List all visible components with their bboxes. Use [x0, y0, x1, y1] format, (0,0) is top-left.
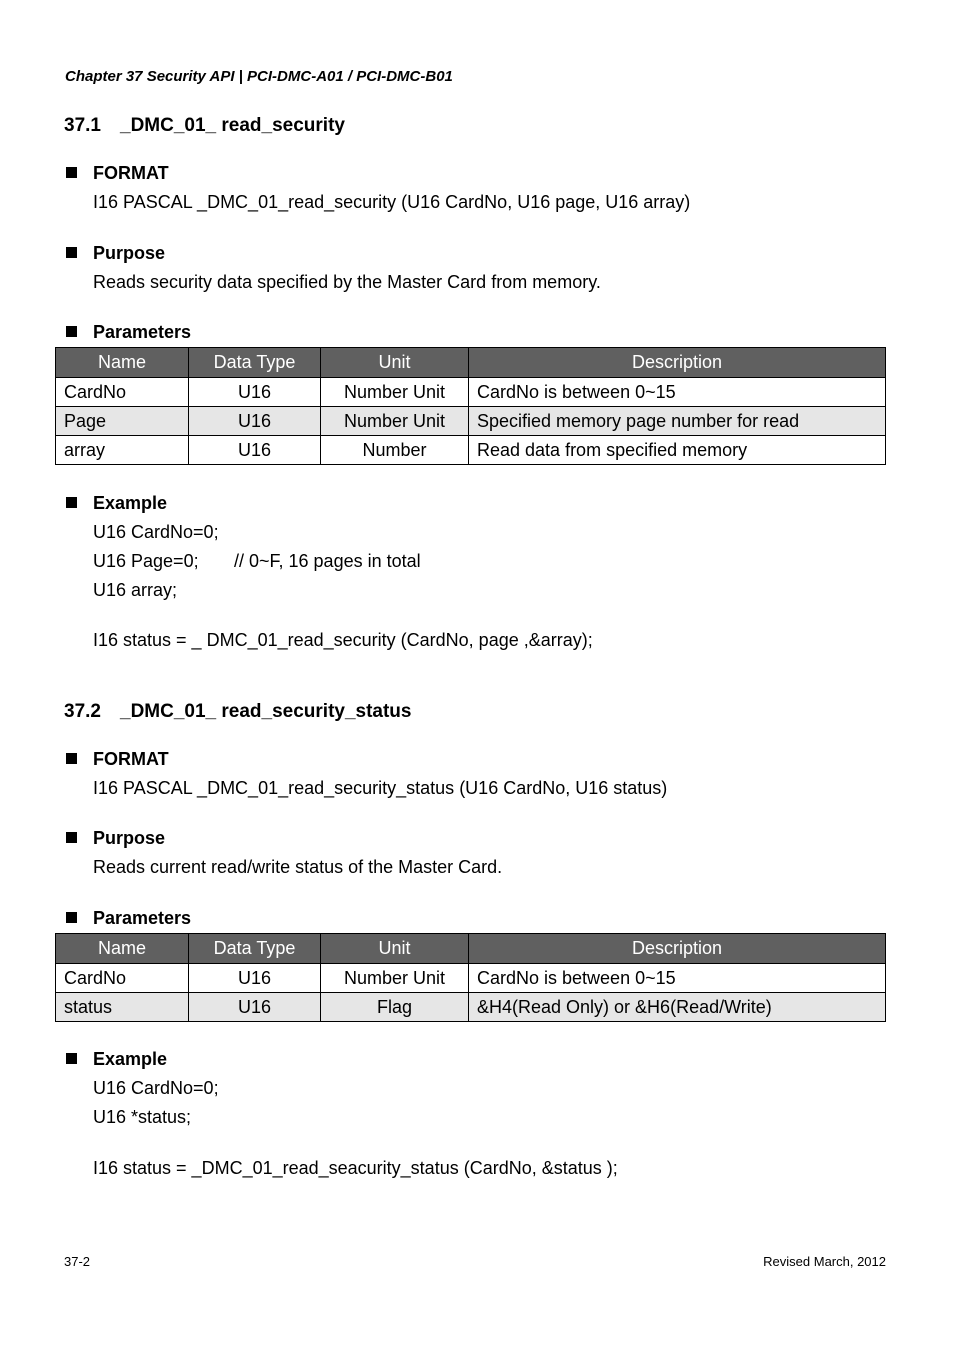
param-type: U16 [189, 964, 321, 993]
column-header: Unit [321, 934, 469, 964]
param-name: Page [56, 407, 189, 436]
param-name: array [56, 436, 189, 465]
page-number: 37-2 [64, 1254, 91, 1269]
example-comment: // 0~F, 16 pages in total [234, 551, 421, 571]
column-header: Unit [321, 348, 469, 378]
param-description: CardNo is between 0~15 [469, 964, 886, 993]
column-header: Data Type [189, 934, 321, 964]
param-name: CardNo [56, 964, 189, 993]
revision-date: Revised March, 2012 [763, 1254, 886, 1269]
param-type: U16 [189, 436, 321, 465]
section-title [64, 115, 345, 137]
table-row [56, 378, 886, 407]
example-call: I16 status = _DMC_01_read_seacurity_status (CardNo, &status ); [93, 1158, 618, 1178]
section-number: 37.2 [64, 701, 101, 722]
square-bullet-icon [66, 912, 77, 923]
column-header: Description [469, 348, 886, 378]
table-header-row [56, 348, 886, 378]
column-header: Description [469, 934, 886, 964]
format-signature: I16 PASCAL _DMC_01_read_security_status (U16 CardNo, U16 status) [93, 778, 668, 798]
column-header: Name [56, 934, 189, 964]
param-type: U16 [189, 407, 321, 436]
example-line: U16 Page=0; [93, 551, 199, 571]
param-unit: Flag [321, 993, 469, 1022]
purpose-text: Reads current read/write status of the Master Card. [93, 857, 503, 877]
param-unit: Number Unit [321, 407, 469, 436]
table-row [56, 407, 886, 436]
example-call: I16 status = _ DMC_01_read_security (CardNo, page ,&array); [93, 630, 593, 650]
param-unit: Number Unit [321, 964, 469, 993]
table-row [56, 964, 886, 993]
param-description: CardNo is between 0~15 [469, 378, 886, 407]
square-bullet-icon [66, 326, 77, 337]
section-name: _DMC_01_ read_security [120, 115, 345, 136]
param-description: Read data from specified memory [469, 436, 886, 465]
square-bullet-icon [66, 1053, 77, 1064]
param-description: Specified memory page number for read [469, 407, 886, 436]
square-bullet-icon [66, 167, 77, 178]
example-line: U16 array; [93, 580, 178, 600]
parameters-heading: Parameters [66, 908, 191, 929]
table-row [56, 436, 886, 465]
running-head: Chapter 37 Security API | PCI-DMC-A01 / PCI-DMC-B01 [65, 68, 453, 85]
parameters-heading: Parameters [66, 322, 191, 343]
example-line: U16 CardNo=0; [93, 522, 219, 542]
param-unit: Number [321, 436, 469, 465]
example-heading: Example [66, 493, 167, 514]
param-name: status [56, 993, 189, 1022]
example-heading: Example [66, 1049, 167, 1070]
param-name: CardNo [56, 378, 189, 407]
format-signature: I16 PASCAL _DMC_01_read_security (U16 CardNo, U16 page, U16 array) [93, 192, 691, 212]
section-title [64, 701, 412, 723]
table-header-row [56, 934, 886, 964]
param-type: U16 [189, 378, 321, 407]
purpose-heading: Purpose [66, 828, 165, 849]
purpose-heading: Purpose [66, 243, 165, 264]
param-type: U16 [189, 993, 321, 1022]
table-row [56, 993, 886, 1022]
param-unit: Number Unit [321, 378, 469, 407]
section-number: 37.1 [64, 115, 101, 136]
column-header: Data Type [189, 348, 321, 378]
square-bullet-icon [66, 497, 77, 508]
square-bullet-icon [66, 247, 77, 258]
param-description: &H4(Read Only) or &H6(Read/Write) [469, 993, 886, 1022]
format-heading: FORMAT [66, 749, 169, 770]
column-header: Name [56, 348, 189, 378]
format-heading: FORMAT [66, 163, 169, 184]
example-line: U16 *status; [93, 1107, 192, 1127]
square-bullet-icon [66, 753, 77, 764]
square-bullet-icon [66, 832, 77, 843]
parameters-table [55, 347, 886, 465]
parameters-table [55, 933, 886, 1022]
purpose-text: Reads security data specified by the Master Card from memory. [93, 272, 601, 292]
example-line: U16 CardNo=0; [93, 1078, 219, 1098]
section-name: _DMC_01_ read_security_status [120, 701, 412, 722]
